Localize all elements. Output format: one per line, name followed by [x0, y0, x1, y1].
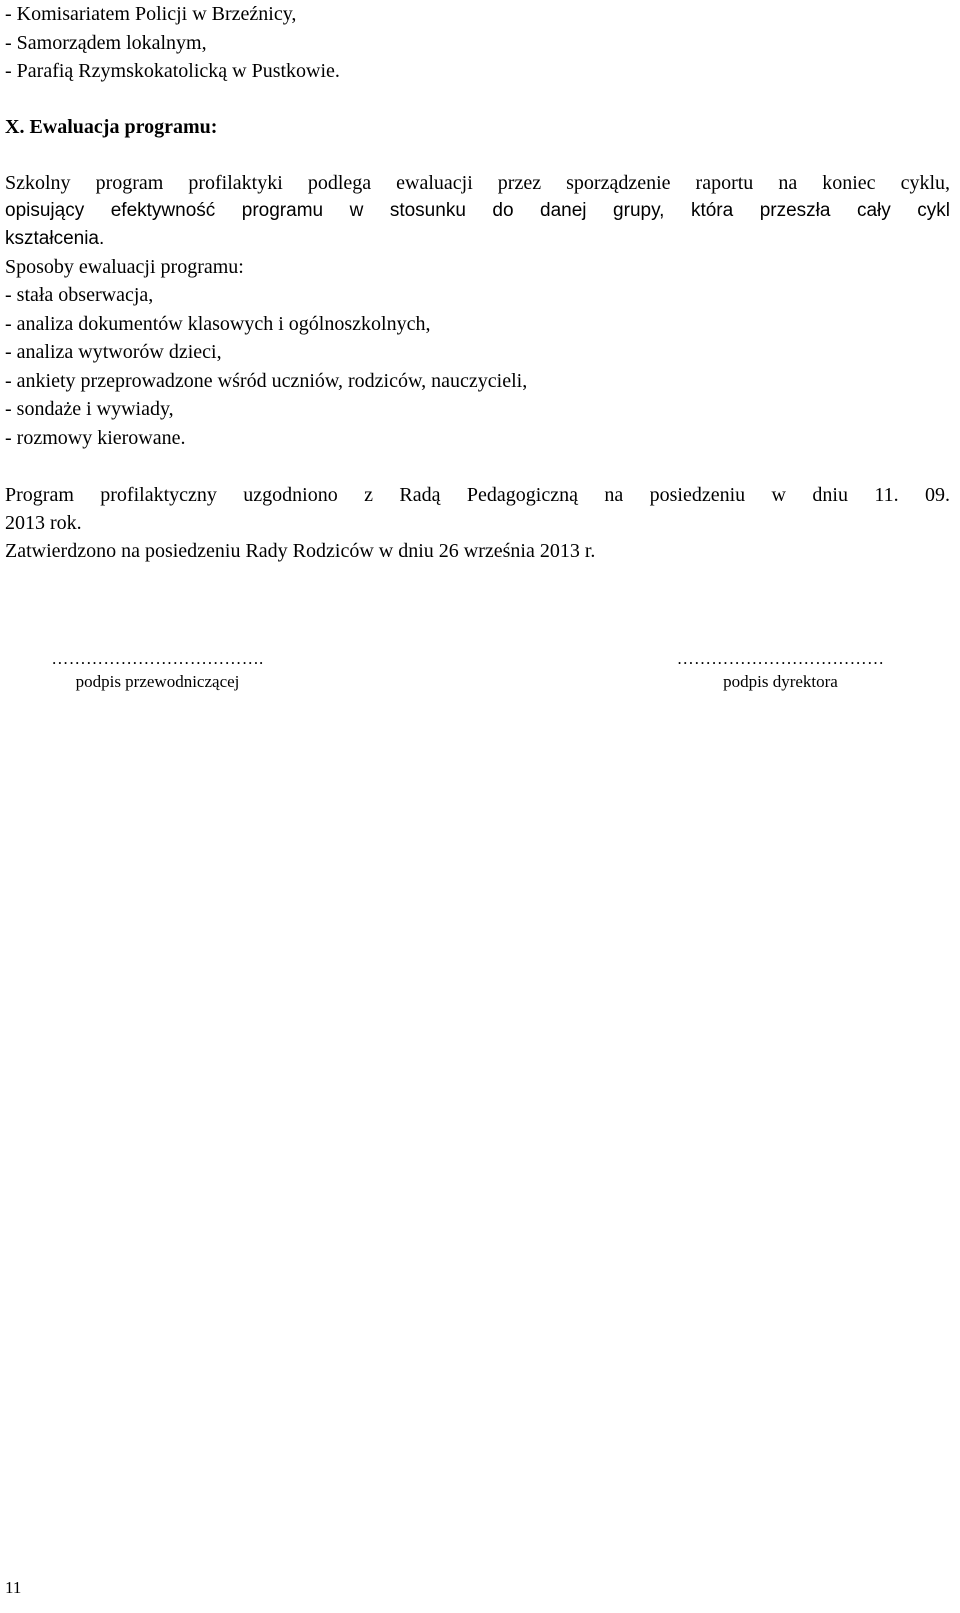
- evaluation-paragraph: [5, 169, 950, 253]
- list-item: - Komisariatem Policji w Brzeźnicy,: [5, 3, 297, 25]
- list-item: - stała obserwacja,: [5, 284, 154, 307]
- signature-line: ………………………………: [676, 649, 885, 668]
- statement-line: 2013 rok.: [5, 511, 82, 534]
- signature-block: [0, 648, 960, 708]
- methods-title: Sposoby ewaluacji programu:: [5, 255, 244, 278]
- evaluation-methods: [5, 253, 950, 453]
- list-item: - ankiety przeprowadzone wśród uczniów, rodziców, nauczycieli,: [5, 369, 528, 392]
- list-item: - analiza wytworów dzieci,: [5, 341, 222, 364]
- signature-label: podpis przewodniczącej: [75, 672, 240, 691]
- list-item: - rozmowy kierowane.: [5, 427, 186, 450]
- signature-chairperson: [5, 648, 310, 694]
- cooperation-list: [5, 0, 950, 86]
- list-item: - analiza dokumentów klasowych i ogólnoszkolnych,: [5, 312, 431, 335]
- signature-label: podpis dyrektora: [723, 672, 838, 691]
- page-number: 11: [5, 1578, 22, 1597]
- approval-statement: [5, 481, 950, 565]
- paragraph-line: kształcenia.: [5, 227, 105, 249]
- statement-line: Program profilaktyczny uzgodniono z Radą Pedagogiczną na posiedzeniu w dniu 11. 09.: [5, 483, 950, 506]
- signature-line: ……………………………….: [51, 649, 264, 668]
- section-heading: X. Ewaluacja programu:: [5, 115, 218, 138]
- signature-director: [628, 648, 933, 694]
- paragraph-line: Szkolny program profilaktyki podlega ewaluacji przez sporządzenie raportu na koniec cyklu,: [5, 171, 950, 194]
- list-item: - Samorządem lokalnym,: [5, 31, 207, 54]
- list-item: - sondaże i wywiady,: [5, 398, 174, 421]
- document-page: [5, 0, 950, 565]
- list-item: - Parafią Rzymskokatolicką w Pustkowie.: [5, 60, 340, 82]
- statement-line: Zatwierdzono na posiedzeniu Rady Rodziców w dniu 26 września 2013 r.: [5, 539, 596, 562]
- paragraph-line: opisujący efektywność programu w stosunku do danej grupy, która przeszła cały cykl: [5, 199, 950, 221]
